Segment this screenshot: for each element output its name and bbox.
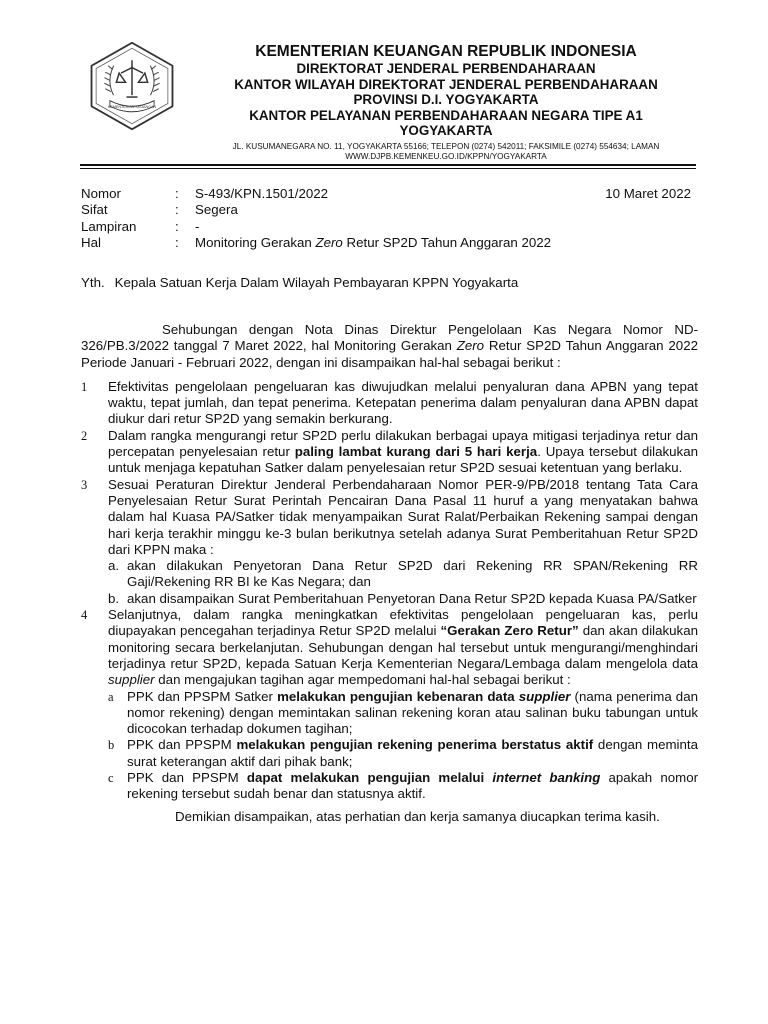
sub-item-text: akan dilakukan Penyetoran Dana Retur SP2D dari Rekening RR SPAN/Rekening RR Gaji/Rekening RR BI ke Kas Negara; dan bbox=[127, 558, 698, 590]
list-item-text: Dalam rangka mengurangi retur SP2D perlu dilakukan berbagai upaya mitigasi terjadinya retur dan percepatan penyelesaian retur paling lambat kurang dari 5 hari kerja. Upaya tersebut dilakukan untuk menjaga kepatuhan Satker dalam penyelesaian retur SP2D sesuai ketentuan yang berlaku. bbox=[108, 427, 698, 476]
meta-row-nomor bbox=[81, 186, 693, 202]
regional-office-name: KANTOR WILAYAH DIREKTORAT JENDERAL PERBENDAHARAAN bbox=[234, 76, 658, 92]
letter-body bbox=[81, 322, 698, 825]
hal-value: Monitoring Gerakan Zero Retur SP2D Tahun Anggaran 2022 bbox=[195, 234, 552, 250]
intro-paragraph: Sehubungan dengan Nota Dinas Direktur Pengelolaan Kas Negara Nomor ND-326/PB.3/2022 tanggal 7 Maret 2022, hal Monitoring Gerakan Zero Retur SP2D Tahun Anggaran 2022 Periode Januari - Februari 2022, dengan ini disampaikan hal-hal sebagai berikut : bbox=[81, 322, 698, 370]
letterhead-divider-thick bbox=[80, 164, 696, 166]
colon: : bbox=[175, 202, 179, 218]
list-number: 3 bbox=[81, 477, 88, 492]
list-item-1 bbox=[81, 379, 698, 428]
city-name: YOGYAKARTA bbox=[399, 123, 493, 139]
svg-text:KEMENTERIAN KEUANGAN: KEMENTERIAN KEUANGAN bbox=[107, 105, 157, 110]
sifat-label: Sifat bbox=[81, 202, 108, 218]
lampiran-label: Lampiran bbox=[81, 218, 137, 234]
list-item-2 bbox=[81, 428, 698, 477]
sub-item-4a bbox=[108, 689, 698, 738]
closing-paragraph: Demikian disampaikan, atas perhatian dan kerja samanya diucapkan terima kasih. bbox=[175, 808, 660, 824]
list-number: 2 bbox=[81, 428, 88, 443]
list-number: 4 bbox=[81, 608, 88, 623]
letterhead bbox=[196, 43, 696, 162]
colon: : bbox=[175, 234, 179, 250]
hal-label: Hal bbox=[81, 234, 101, 250]
sub-item-label: b. bbox=[108, 590, 120, 606]
sub-item-3b bbox=[108, 591, 698, 607]
sub-item-label: a bbox=[108, 689, 114, 704]
recipient-text: Kepala Satuan Kerja Dalam Wilayah Pembayaran KPPN Yogyakarta bbox=[114, 275, 519, 290]
sub-item-text: akan disampaikan Surat Pemberitahuan Penyetoran Dana Retur SP2D kepada Kuasa PA/Satker bbox=[127, 590, 697, 606]
list-number: 1 bbox=[81, 379, 88, 394]
letter-date: 10 Maret 2022 bbox=[605, 186, 691, 201]
list-item-text: Sesuai Peraturan Direktur Jenderal Perbendaharaan Nomor PER-9/PB/2018 tentang Tata Cara Penyelesaian Retur Surat Perintah Pencairan Dana Pasal 11 huruf a yang menyatakan bahwa dalam hal Kuasa PA/Satker tidak menyampaikan Surat Ralat/Perbaikan Rekening sampai dengan hari kerja terakhir minggu ke-3 bulan berikutnya setelah adanya Surat Pemberitahuan Retur SP2D dari KPPN maka : bbox=[108, 476, 698, 557]
list-item-3 bbox=[81, 477, 698, 607]
meta-row-hal bbox=[81, 235, 693, 251]
sub-item-4c bbox=[108, 770, 698, 803]
sub-item-4b bbox=[108, 737, 698, 770]
sub-item-3a bbox=[108, 558, 698, 591]
letter-meta bbox=[81, 186, 693, 251]
list-item-text: Efektivitas pengelolaan pengeluaran kas diwujudkan melalui penyaluran dana APBN yang tepat waktu, tepat jumlah, dan tepat penerima. Ketepatan penerima dalam penyaluran dana APBN dapat diukur dari retur SP2D yang semakin berkurang. bbox=[108, 378, 698, 427]
recipient-label: Yth. bbox=[81, 275, 105, 290]
sub-item-text: PPK dan PPSPM dapat melakukan pengujian melalui internet banking apakah nomor rekening tersebut sudah benar dan statusnya aktif. bbox=[127, 770, 699, 802]
province-name: PROVINSI D.I. YOGYAKARTA bbox=[353, 92, 539, 108]
nomor-value: S-493/KPN.1501/2022 bbox=[195, 186, 329, 201]
directorate-name: DIREKTORAT JENDERAL PERBENDAHARAAN bbox=[296, 61, 596, 76]
nomor-label: Nomor bbox=[81, 186, 121, 201]
list-item-4 bbox=[81, 607, 698, 803]
sub-item-label: c bbox=[108, 771, 114, 786]
colon: : bbox=[175, 186, 179, 201]
office-address: JL. KUSUMANEGARA NO. 11, YOGYAKARTA 55166; TELEPON (0274) 542011; FAKSIMILE (0274) 554634; LAMAN bbox=[232, 141, 660, 151]
letterhead-divider-thin bbox=[80, 168, 696, 169]
lampiran-value: - bbox=[195, 218, 200, 234]
sub-item-label: a. bbox=[108, 558, 120, 574]
ministry-name: KEMENTERIAN KEUANGAN REPUBLIK INDONESIA bbox=[255, 43, 637, 60]
office-website: WWW.DJPB.KEMENKEU.GO.ID/KPPN/YOGYAKARTA bbox=[345, 151, 547, 161]
sifat-value: Segera bbox=[195, 202, 238, 218]
meta-row-lampiran bbox=[81, 219, 693, 235]
recipient-line bbox=[81, 275, 518, 291]
meta-row-sifat bbox=[81, 202, 693, 218]
office-name: KANTOR PELAYANAN PERBENDAHARAAN NEGARA TIPE A1 bbox=[249, 107, 643, 123]
colon: : bbox=[175, 218, 179, 234]
sub-item-text: PPK dan PPSPM Satker melakukan pengujian kebenaran data supplier (nama penerima dan nomor rekening) dengan memintakan salinan rekening koran atau salinan buku tabungan untuk dicocokan terhadap dokumen tagihan; bbox=[127, 688, 698, 737]
sub-item-text: PPK dan PPSPM melakukan pengujian rekening penerima berstatus aktif dengan meminta surat keterangan aktif dari pihak bank; bbox=[127, 737, 698, 769]
ministry-logo-icon bbox=[86, 40, 178, 132]
sub-item-label: b bbox=[108, 738, 115, 753]
list-item-text: Selanjutnya, dalam rangka meningkatkan efektivitas pengelolaan pengeluaran kas, perlu diupayakan pencegahan terjadinya Retur SP2D melalui “Gerakan Zero Retur” dan akan dilakukan monitoring secara berkelanjutan. Sehubungan dengan hal tersebut untuk mengurangi/menghindari terjadinya retur SP2D, kepada Satuan Kerja Kementerian Negara/Lembaga dalam mengelola data supplier dan mengajukan tagihan agar mempedomani hal-hal sebagai berikut : bbox=[108, 607, 698, 688]
